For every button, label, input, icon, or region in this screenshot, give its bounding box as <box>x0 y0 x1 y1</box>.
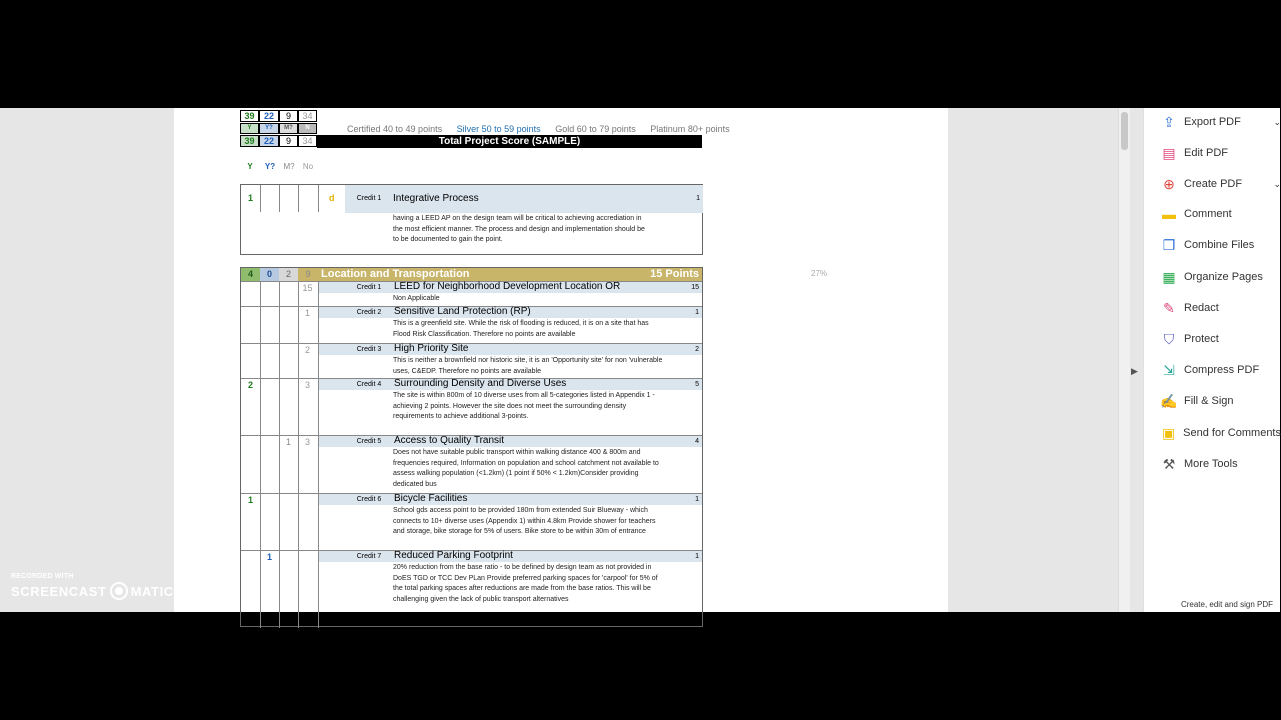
summary-yq-2: Y? <box>259 123 279 134</box>
lt-title: Location and Transportation <box>321 268 470 280</box>
document-area[interactable] <box>0 108 1118 612</box>
lt-credit-row <box>241 493 702 550</box>
col-header-y: Y <box>247 162 253 171</box>
lt-credit-name: Surrounding Density and Diverse Uses <box>394 378 567 389</box>
lt-credit-pts: 5 <box>695 381 699 388</box>
chevron-down-icon[interactable]: ⌄ <box>1273 178 1281 189</box>
summary-yq-1: 22 <box>259 110 279 122</box>
lt-credit-description: This is a greenfield site. While the risk of flooding is reduced, it is on a site that has Flood Risk Classification. Therefore no points are available <box>393 320 649 338</box>
lt-credit-name: High Priority Site <box>394 343 469 354</box>
summary-y-3: 39 <box>240 135 259 147</box>
fill-sign-icon: ✍ <box>1160 392 1178 409</box>
organize-pages-icon: ▦ <box>1162 268 1176 285</box>
lt-credit-name: Sensitive Land Protection (RP) <box>394 306 531 317</box>
certification-levels <box>347 124 730 134</box>
lt-credit-band <box>319 344 702 355</box>
tool-label: Create PDF <box>1184 178 1243 190</box>
lt-credit-num: Credit 2 <box>356 309 382 316</box>
export-pdf-icon: ⇪ <box>1163 113 1175 130</box>
tool-label: Protect <box>1184 333 1219 345</box>
tool-export-pdf[interactable] <box>1144 108 1281 136</box>
send-for-comments-icon: ▣ <box>1161 424 1176 441</box>
col-header-yq: Y? <box>264 162 276 171</box>
lt-credit-band <box>319 494 702 505</box>
integrative-process-section <box>240 184 703 255</box>
watermark-word1: SCREENCAST <box>11 583 107 599</box>
lt-count-y: 4 <box>241 268 260 281</box>
lt-credit-no: 3 <box>304 380 310 390</box>
edit-pdf-icon: ▤ <box>1162 144 1176 161</box>
level-platinum-name: Platinum <box>650 124 686 134</box>
scrollbar-thumb[interactable] <box>1121 112 1128 150</box>
level-gold-range: 60 to 79 points <box>576 124 636 134</box>
tool-organize-pages[interactable] <box>1144 263 1281 291</box>
lt-credit-band <box>319 307 702 318</box>
more-tools-icon: ⚒ <box>1162 455 1176 472</box>
lt-credit-yq: 1 <box>266 552 272 562</box>
tool-label: Edit PDF <box>1184 147 1229 159</box>
lt-credit-band <box>319 436 702 447</box>
integrative-y: 1 <box>247 193 253 203</box>
tool-label: Compress PDF <box>1184 364 1260 376</box>
lt-credit-band <box>319 379 702 390</box>
lt-credit-pts: 1 <box>695 496 699 503</box>
lt-count-mq: 2 <box>279 268 298 281</box>
col-header-mq: M? <box>283 162 295 171</box>
lt-credit-row <box>241 550 702 630</box>
tool-label: Combine Files <box>1184 239 1255 251</box>
panel-collapse-icon[interactable]: ▶ <box>1131 366 1138 376</box>
tool-send-for-comments[interactable] <box>1144 419 1281 447</box>
tool-label: Comment <box>1184 208 1232 220</box>
create-pdf-icon: ⊕ <box>1163 175 1175 192</box>
chevron-down-icon[interactable]: ⌄ <box>1273 116 1281 127</box>
lt-credit-name: Bicycle Facilities <box>394 493 468 504</box>
lt-credit-mq: 1 <box>285 437 291 447</box>
lt-percent: 27% <box>811 269 828 278</box>
lt-credit-description: School gds access point to be provided 180m from extended Suir Blueway - which connects to 10+ diverse uses (Appendix 1) within 4.8km Provide shower for teachers and storage, bike storage for 5% of users. Bike store to be within 30m of entrance <box>393 507 656 536</box>
level-gold-name: Gold <box>555 124 575 134</box>
summary-mq-3: 9 <box>279 135 298 147</box>
tool-more-tools[interactable] <box>1144 450 1281 478</box>
redact-icon: ✎ <box>1163 299 1175 316</box>
lt-credit-no: 2 <box>304 345 310 355</box>
integrative-credit-pts: 1 <box>696 195 700 202</box>
lt-credit-row <box>241 281 702 306</box>
summary-y-1: 39 <box>240 110 259 122</box>
lt-credit-name: Reduced Parking Footprint <box>394 550 513 561</box>
tool-fill-sign[interactable] <box>1144 387 1281 415</box>
lt-credit-description: The site is within 800m of 10 diverse uses from all 5-categories listed in Appendix 1 - achieving 2 points. However the site does not meet the surrounding density requirements to achieve additional 3-points. <box>393 392 655 421</box>
lt-credit-description: Does not have suitable public transport within walking distance 400 & 800m and frequencies required, Information on population and school catchment not available to assess walking population (<1.2km) (1 point if 50% < 1.2km)Consider providing dedicated bus <box>393 449 659 488</box>
level-silver-name: Silver <box>456 124 480 134</box>
integrative-description: having a LEED AP on the design team will be critical to achieving accrediation in the most efficient manner. The process and design and implementation should be to be documented to gain the point. <box>393 215 645 244</box>
lt-credit-no: 1 <box>304 308 310 318</box>
lt-credit-num: Credit 6 <box>356 496 382 503</box>
comment-icon: ▬ <box>1162 206 1176 222</box>
lt-credit-pts: 15 <box>691 284 699 291</box>
panel-footer-text: Create, edit and sign PDF <box>1180 600 1273 609</box>
tool-label: Organize Pages <box>1184 271 1263 283</box>
tool-label: Fill & Sign <box>1184 395 1234 407</box>
lt-section <box>240 267 703 627</box>
level-certified-name: Certified <box>347 124 381 134</box>
lt-credit-band <box>319 551 702 562</box>
lt-credit-pts: 1 <box>695 553 699 560</box>
lt-credit-row <box>241 378 702 435</box>
tool-label: Send for Comments <box>1183 427 1281 439</box>
lt-credit-name: Access to Quality Transit <box>394 435 505 446</box>
lt-credit-no: 15 <box>302 283 313 293</box>
lt-credit-pts: 2 <box>695 346 699 353</box>
screencast-logo-icon <box>110 582 128 600</box>
lt-credit-description: 20% reduction from the base ratio - to be defined by design team as not provided in DoES TGD or TCC Dev PLan Provide preferred parking spaces for 'carpool' for 5% of the total parking spaces after reductions are made from the base ratios. This will be challenging given the lack of public transport alternatives <box>393 564 658 603</box>
lt-credit-num: Credit 5 <box>356 438 382 445</box>
lt-credit-y: 1 <box>247 495 253 505</box>
combine-files-icon: ❐ <box>1162 236 1176 253</box>
lt-credit-no: 3 <box>304 437 310 447</box>
summary-no-2: N <box>298 123 317 134</box>
tool-combine-files[interactable] <box>1144 231 1281 259</box>
summary-no-1: 34 <box>298 110 317 122</box>
lt-count-no: 9 <box>298 268 318 281</box>
tool-comment[interactable] <box>1144 200 1281 228</box>
vertical-scrollbar[interactable] <box>1118 108 1130 612</box>
lt-credit-row <box>241 306 702 343</box>
integrative-credit-name: Integrative Process <box>393 193 479 204</box>
tool-label: Redact <box>1184 302 1219 314</box>
integrative-credit-band <box>345 185 703 213</box>
pdf-page <box>174 108 948 612</box>
tool-create-pdf[interactable] <box>1144 170 1281 198</box>
tool-redact[interactable] <box>1144 294 1281 322</box>
lt-credit-num: Credit 4 <box>356 381 382 388</box>
tools-panel <box>1143 108 1280 612</box>
lt-credit-description: Non Applicable <box>393 295 440 302</box>
summary-mq-1: 9 <box>279 110 298 122</box>
protect-icon: ⛉ <box>1163 330 1175 347</box>
tool-label: Export PDF <box>1184 116 1241 128</box>
tool-compress-pdf[interactable] <box>1144 356 1281 384</box>
integrative-d-mark: d <box>329 193 335 203</box>
level-platinum-range: 80+ points <box>687 124 730 134</box>
level-silver-range: 50 to 59 points <box>481 124 541 134</box>
screencast-watermark <box>11 573 174 600</box>
compress-pdf-icon: ⇲ <box>1163 361 1175 378</box>
tool-protect[interactable] <box>1144 325 1281 353</box>
lt-header <box>241 268 702 281</box>
lt-credit-y: 2 <box>247 380 253 390</box>
watermark-line1: RECORDED WITH <box>11 573 74 580</box>
lt-credit-band <box>319 282 702 293</box>
lt-credit-row <box>241 435 702 493</box>
summary-y-2: Y <box>240 123 259 134</box>
col-header-no: No <box>302 162 314 171</box>
lt-credit-num: Credit 3 <box>356 346 382 353</box>
lt-credit-num: Credit 1 <box>356 284 382 291</box>
lt-points: 15 Points <box>650 268 699 280</box>
lt-credit-name: LEED for Neighborhood Development Location OR <box>394 281 621 292</box>
summary-no-3: 34 <box>298 135 317 147</box>
watermark-word2: MATIC <box>130 583 174 599</box>
lt-credit-row <box>241 343 702 378</box>
app-viewport <box>0 108 1280 612</box>
lt-credit-pts: 1 <box>695 309 699 316</box>
summary-yq-3: 22 <box>259 135 279 147</box>
integrative-credit-num: Credit 1 <box>356 195 382 202</box>
lt-credit-description: This is neither a brownfield nor historic site, it is an 'Opportunity site' for non 'vulnerable uses, C&EDP. Therefore no points are available <box>393 357 663 375</box>
lt-credit-num: Credit 7 <box>356 553 382 560</box>
summary-mq-2: M? <box>279 123 298 134</box>
total-score-bar: Total Project Score (SAMPLE) <box>317 135 702 148</box>
level-certified-range: 40 to 49 points <box>383 124 443 134</box>
tool-label: More Tools <box>1184 458 1238 470</box>
tool-edit-pdf[interactable] <box>1144 139 1281 167</box>
lt-credit-pts: 4 <box>695 438 699 445</box>
lt-count-yq: 0 <box>260 268 279 281</box>
